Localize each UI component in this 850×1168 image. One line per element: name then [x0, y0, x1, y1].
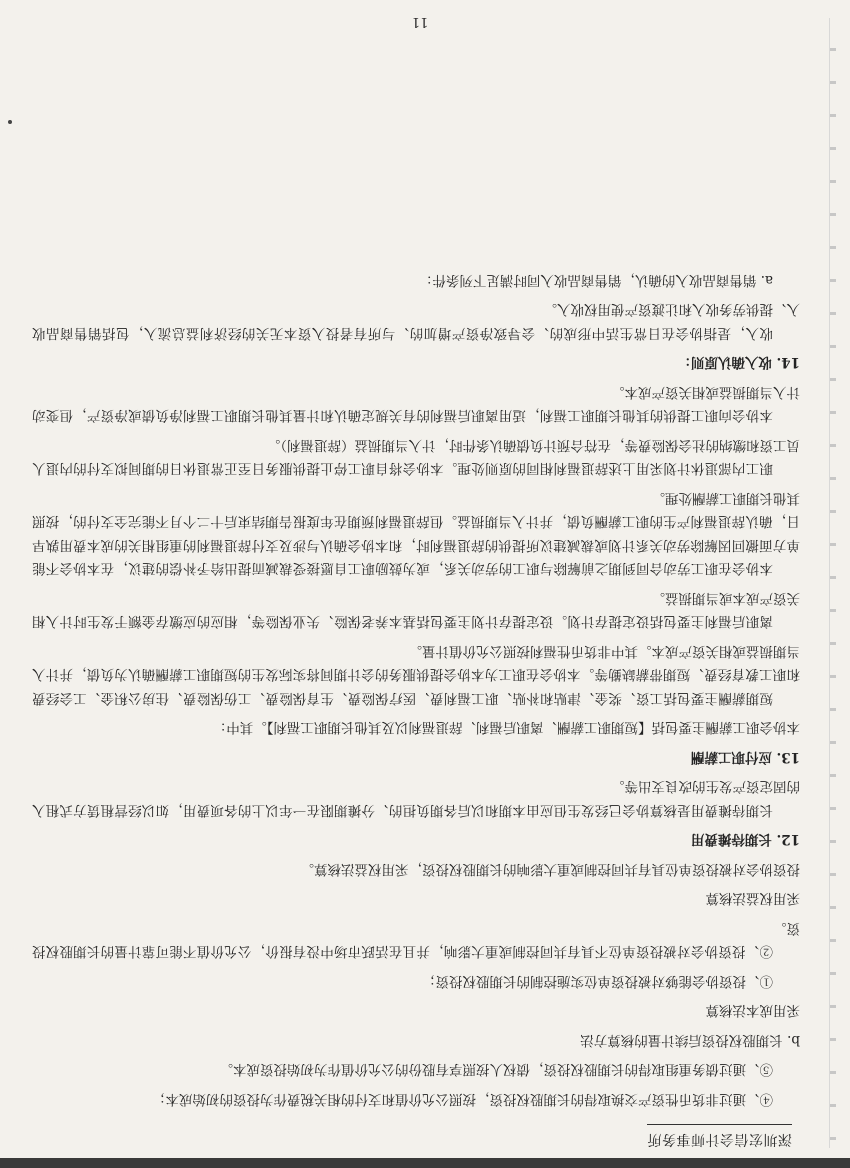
paragraph-other-long-term: 本协会向职工提供的其他长期职工福利，适用离职后福利的有关规定确认和计量其他长期职工福利净负债或净资产，但变动计入当期损益或相关资产成本。	[32, 384, 800, 424]
paragraph-item-5: ⑤、通过债务重组取得的长期股权投资，债权人按照享有股份的公允价值作为初始投资成本。	[219, 1061, 773, 1078]
paragraph-sales-revenue: a. 销售商品收入的确认，销售商品收入同时满足下列条件：	[418, 272, 773, 288]
paragraph-equity-method: 投资协会对被投资单位具有共同控制或重大影响的长期股权投资，采用权益法核算。	[300, 861, 800, 877]
subheading-equity-method: 采用权益法核算	[705, 890, 800, 907]
paragraph-salary-intro: 本协会职工薪酬主要包括【短期职工薪酬、离职后福利、辞退福利以及其他长期职工福利】。其中：	[212, 719, 800, 736]
section-heading-14: 14. 收入确认原则：	[677, 354, 800, 371]
paragraph-cost-method-1: ①、投资协会能够对被投资单位实施控制的长期股权投资；	[422, 973, 773, 989]
binding-edge-marks	[829, 18, 836, 1148]
scan-dot	[8, 120, 12, 124]
subheading-cost-method: 采用成本法核算	[705, 1002, 800, 1019]
subheading-subsequent-measurement: b. 长期股权投资后续计量的核算方法	[580, 1032, 800, 1048]
paragraph-internal-retirement: 职工内部退休计划采用上述辞退福利相同的原则处理。本协会将自职工停止提供服务日至正常退休日的期间拟支付的内退人员工资和缴纳的社会保险费等，在符合预计负债确认条件时，计入当期损益（辞退福利）。	[32, 437, 800, 477]
paragraph-cost-method-2: ②、投资协会对被投资单位不具有共同控制或重大影响，并且在活跃市场中没有报价，公允价值不能可靠计量的长期股权投资。	[32, 920, 800, 960]
firm-name-header: 深圳宏信会计师事务所	[647, 1125, 792, 1151]
paragraph-post-employment: 离职后福利主要包括设定提存计划。设定提存计划主要包括基本养老保险、失业保险等，相应的应缴存金额于发生时计入相关资产成本或当期损益。	[32, 590, 800, 630]
scanner-bottom-edge	[0, 1158, 850, 1168]
rotated-page-content	[30, 10, 810, 1150]
paragraph-revenue-definition: 收入，是指协会在日常生活中形成的、会导致净资产增加的、与所有者投入资本无关的经济利益总流入，包括销售商品收入、提供劳务收入和让渡资产使用权收入。	[32, 301, 800, 341]
page-number: 11	[411, 14, 429, 30]
section-heading-12: 12. 长期待摊费用	[690, 831, 800, 848]
paragraph-item-4: ④、通过非货币性资产交换取得的长期股权投资，按照公允价值和支付的相关税费作为投资的初始成本；	[152, 1091, 773, 1107]
document-body	[32, 262, 800, 1111]
paragraph-long-term-prepaid: 长期待摊费用是核算协会已经发生但应由本期和以后各期负担的、分摊期限在一年以上的各项费用，如以经营租赁方式租入的固定资产发生的改良支出等。	[32, 778, 800, 818]
section-heading-13: 13. 应付职工薪酬	[690, 749, 800, 765]
paragraph-short-term-salary: 短期薪酬主要包括工资、奖金、津贴和补贴、职工福利费、医疗保险费、生育保险费、工伤保险费、住房公积金、工会经费和职工教育经费、短期带薪缺勤等。本协会在职工为本协会提供服务的会计期间将实际发生的短期职工薪酬确认为负债，并计入当期损益或相关资产成本。其中非货币性福利按照公允价值计量。	[32, 643, 800, 706]
paragraph-termination-benefits: 本协会在职工劳动合同到期之前解除与职工的劳动关系，或为鼓励职工自愿接受裁减而提出给予补偿的建议，在本协会不能单方面撤回因解除劳动关系计划或裁减建议所提供的辞退福利时，和本协会确认与涉及支付辞退福利的重组相关的成本费用孰早日，确认辞退福利产生的职工薪酬负债，并计入当期损益。但辞退福利预期在年度报告期结束后十二个月不能完全支付的，按照其他长期职工薪酬处理。	[32, 490, 800, 577]
